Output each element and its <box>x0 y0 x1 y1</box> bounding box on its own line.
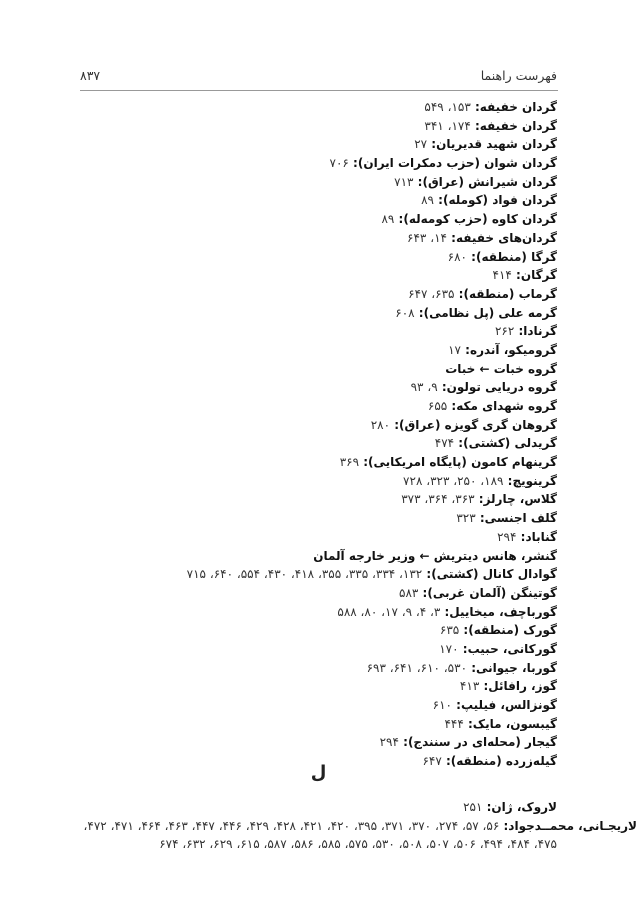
entry-heading: گرینهام کامون (پایگاه امریکایی) <box>368 455 557 470</box>
index-entry <box>79 659 557 678</box>
entry-separator: : <box>482 800 492 814</box>
entry-separator: : <box>467 249 476 264</box>
index-entry <box>79 733 557 752</box>
entry-page-numbers: ۱۷۴، ۳۴۱ <box>424 118 471 133</box>
entry-separator: : <box>418 585 428 600</box>
entry-heading: گرنادا <box>523 324 557 339</box>
entry-separator: : <box>413 174 423 189</box>
index-entry <box>79 173 557 192</box>
entry-heading: گروه دریایی تولون <box>446 380 557 395</box>
entry-separator: : <box>463 716 473 731</box>
entry-separator: : <box>479 679 489 694</box>
entry-heading: گوادال کانال (کشتی) <box>431 567 557 582</box>
entry-heading: گیله‌زرده (منطقه) <box>450 754 557 769</box>
entry-page-numbers: ۱۸۹، ۲۵۰، ۳۲۳، ۷۲۸ <box>403 473 504 488</box>
index-entry <box>79 98 557 117</box>
index-entry <box>79 229 557 248</box>
entry-heading: گونزالس، فیلیپ <box>460 698 557 712</box>
entry-separator: : <box>348 156 358 171</box>
index-entry <box>79 117 557 136</box>
entry-separator: : <box>437 380 447 395</box>
entry-heading: گرینویچ <box>512 473 557 488</box>
index-entry <box>79 677 557 696</box>
entry-page-numbers: ۶۵۵ <box>427 399 448 413</box>
entry-heading: لاروک، ژان <box>491 800 557 814</box>
index-entry <box>79 547 557 566</box>
entry-separator: : <box>470 118 480 133</box>
entry-page-numbers: ۶۳۵، ۶۴۷ <box>408 286 455 301</box>
index-entry <box>79 304 557 323</box>
entry-heading: گیجار (محله‌ای در سنندج) <box>407 735 557 750</box>
entry-page-numbers: ۳۶۳، ۳۶۴، ۳۷۳ <box>401 492 475 507</box>
entry-heading: گورکانی، حبیب <box>467 641 557 656</box>
entry-heading: گردان‌های خفیفه <box>455 230 557 245</box>
entry-heading: گردان شیرانش (عراق) <box>422 174 557 189</box>
entry-separator: : <box>447 399 457 413</box>
entry-separator: : <box>440 604 450 619</box>
entry-separator: : <box>470 100 480 114</box>
entry-separator: : <box>414 305 424 320</box>
entry-page-numbers: ۶۳۵ <box>439 623 460 638</box>
entry-heading: گرگا (منطقه) <box>475 249 557 264</box>
entry-page-numbers: ۶۱۰ <box>432 698 452 712</box>
entry-heading: گوز، رافائل <box>488 679 557 694</box>
entry-separator: : <box>394 212 404 227</box>
entry-separator: : <box>459 623 469 638</box>
index-entry <box>79 490 557 509</box>
index-entry <box>79 191 557 210</box>
header-divider <box>80 90 558 91</box>
entry-heading: گلف اجنسی <box>484 511 557 526</box>
index-entry <box>79 434 557 453</box>
entry-page-numbers: ۵۶، ۵۷، ۲۷۴، ۳۷۰، ۳۷۱، ۳۹۵، ۴۲۰، ۴۲۱، ۴۲۸، ۴۲۹، ۴۴۶، ۴۴۷، ۴۶۳، ۴۶۴، ۴۷۱، ۴۷۲، <box>83 818 500 833</box>
entry-page-numbers: ۹، ۹۳ <box>410 380 438 395</box>
entry-heading: گردان خفیفه <box>479 100 557 114</box>
index-entry <box>79 378 557 397</box>
entry-heading: لاریجـانی، محمــدجواد <box>508 818 637 833</box>
entry-separator: : <box>503 473 513 488</box>
index-entry <box>79 248 557 267</box>
entry-separator: : <box>390 417 400 432</box>
entry-heading: گرمه علی (پل نظامی) <box>423 305 557 320</box>
entry-heading: گوتینگن (آلمان غربی) <box>427 585 557 600</box>
entry-heading: گردان شهید قدیریان <box>436 137 557 152</box>
index-entry-list <box>79 98 557 771</box>
entry-heading: گلاس، چارلز <box>483 492 557 507</box>
entry-page-numbers: ۵۸۳ <box>399 585 419 600</box>
index-entry <box>79 341 557 360</box>
entry-separator: : <box>499 818 509 833</box>
entry-heading: گوربا، جیوانی <box>476 660 557 675</box>
index-entry <box>79 416 557 435</box>
index-entry <box>79 322 557 341</box>
entry-heading: گناباد <box>525 529 557 544</box>
entry-page-numbers: ۲۹۴ <box>497 529 517 544</box>
index-entry <box>79 360 557 379</box>
entry-page-numbers: ۷۱۳ <box>394 174 414 189</box>
entry-page-numbers: ۱۴، ۶۴۳ <box>407 230 447 245</box>
entry-separator: : <box>454 286 464 301</box>
entry-page-numbers: ۶۸۰ <box>447 249 467 264</box>
entry-separator: : <box>475 511 485 526</box>
entry-page-numbers: ۴۱۴ <box>492 268 512 283</box>
entry-page-numbers: ۲۹۴ <box>379 735 399 750</box>
entry-page-numbers: ۴۴۴ <box>444 716 464 731</box>
entry-page-numbers: ۷۰۶ <box>329 156 349 171</box>
entry-page-numbers: ۲۷ <box>414 137 428 152</box>
index-entry <box>79 715 557 734</box>
entry-heading: گردان فواد (کومله) <box>442 193 557 208</box>
section-letter-heading: ل <box>310 762 327 783</box>
entry-separator: : <box>427 137 437 152</box>
entry-separator: : <box>514 324 524 339</box>
entry-page-numbers: ۶۴۷ <box>422 754 442 769</box>
entry-heading: گورک (منطقه) <box>468 623 557 638</box>
entry-separator: : <box>446 230 456 245</box>
entry-separator: : <box>516 529 526 544</box>
entry-page-numbers: ۲۶۲ <box>494 324 515 339</box>
page-number: ۸۳۷ <box>80 68 101 83</box>
index-entry <box>79 266 557 285</box>
entry-page-numbers-continued: ۴۷۵، ۴۸۴، ۴۹۴، ۵۰۶، ۵۰۷، ۵۰۸، ۵۳۰، ۵۷۵، ۵۸۵، ۵۸۶، ۵۸۷، ۶۱۵، ۶۲۹، ۶۳۲، ۶۷۴ <box>159 837 557 852</box>
entry-page-numbers: ۱۳۲، ۳۳۴، ۳۳۵، ۳۵۵، ۴۱۸، ۴۳۰، ۵۵۴، ۶۴۰، ۷۱۵ <box>186 567 423 582</box>
entry-separator: : <box>467 660 476 675</box>
entry-heading: گردان خفیفه <box>479 118 557 133</box>
running-header-title: فهرست راهنما <box>480 68 557 83</box>
entry-heading: گروه خبات ← خبات <box>445 361 557 376</box>
entry-page-numbers: ۳۶۹ <box>339 455 360 470</box>
entry-page-numbers: ۴۷۴ <box>434 436 455 451</box>
index-entry <box>79 696 557 715</box>
index-entry <box>79 472 557 491</box>
index-entry <box>79 565 557 584</box>
entry-separator: : <box>422 567 432 582</box>
entry-page-numbers: ۱۷ <box>448 342 461 357</box>
index-entry <box>79 603 557 622</box>
index-entry <box>79 621 557 640</box>
entry-separator: : <box>458 641 468 656</box>
entry-page-numbers: ۳، ۴، ۹، ۱۷، ۸۰، ۵۸۸ <box>337 604 441 619</box>
entry-heading: گرماب (منطقه) <box>463 286 557 301</box>
index-entry <box>79 154 557 173</box>
index-entry <box>79 640 557 659</box>
entry-separator: : <box>461 342 470 357</box>
entry-separator: : <box>511 268 521 283</box>
entry-page-numbers: ۱۷۰ <box>439 641 459 656</box>
entry-heading: گریدلی (کشتی) <box>463 436 557 451</box>
section-entry-list <box>79 798 637 854</box>
entry-page-numbers: ۸۹ <box>421 193 434 208</box>
index-entry <box>79 285 557 304</box>
entry-page-numbers: ۲۸۰ <box>370 417 391 432</box>
entry-page-numbers: ۵۳۰، ۶۱۰، ۶۴۱، ۶۹۳ <box>366 660 468 675</box>
entry-heading: گردان کاوه (حزب کومه‌له) <box>403 212 557 227</box>
entry-heading: گردان شوان (حزب دمکرات ایران) <box>357 156 557 171</box>
entry-separator: : <box>451 698 461 712</box>
entry-separator: : <box>359 455 369 470</box>
entry-heading: گرومیکو، آندره <box>469 342 557 357</box>
entry-page-numbers: ۸۹ <box>381 212 395 227</box>
index-entry <box>79 798 557 817</box>
entry-separator: : <box>433 193 443 208</box>
entry-separator: : <box>454 436 464 451</box>
entry-page-numbers: ۴۱۳ <box>459 679 480 694</box>
index-entry <box>79 397 557 416</box>
index-entry <box>79 509 557 528</box>
entry-separator: : <box>474 492 484 507</box>
entry-heading: گروه شهدای مکه <box>456 399 557 413</box>
entry-page-numbers: ۶۰۸ <box>395 305 415 320</box>
entry-separator: : <box>441 754 451 769</box>
index-entry <box>79 528 557 547</box>
entry-heading: گورباچف، میخاییل <box>449 604 557 619</box>
entry-heading: گیبسون، مایک <box>472 716 557 731</box>
entry-heading: گنشر، هانس دیتریش ← وزیر خارجه آلمان <box>313 548 557 563</box>
index-entry <box>79 453 557 472</box>
entry-heading: گرگان <box>520 268 557 283</box>
entry-separator: : <box>398 735 408 750</box>
index-entry <box>79 584 557 603</box>
entry-page-numbers: ۲۵۱ <box>463 800 483 814</box>
entry-heading: گروهان گری گویزه (عراق) <box>399 417 557 432</box>
entry-page-numbers: ۳۲۳ <box>456 511 476 526</box>
index-entry <box>79 135 557 154</box>
index-entry <box>79 817 637 854</box>
entry-page-numbers: ۱۵۳، ۵۴۹ <box>424 100 471 114</box>
index-entry <box>79 210 557 229</box>
